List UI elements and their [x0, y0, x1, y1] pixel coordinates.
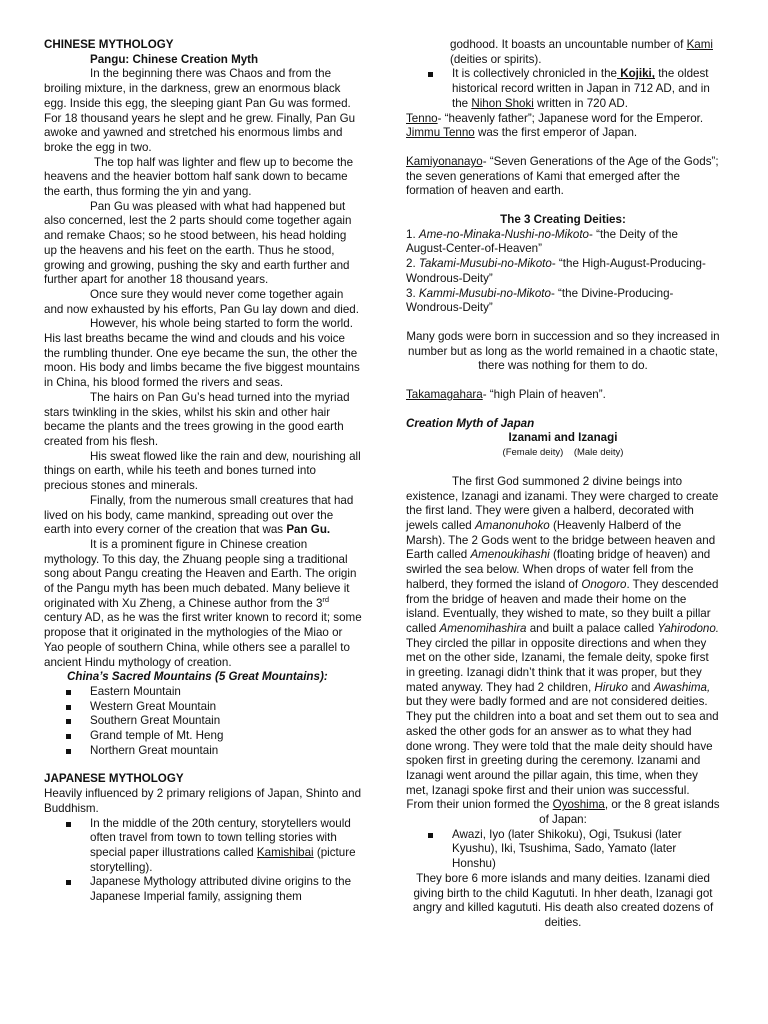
paragraph-text: From their union formed the: [406, 798, 553, 812]
paragraph-text: The first God summoned 2 divine beings into existence, Izanagi and izanami. They were charged to create the first land. They were given a halberd, decorated with jewels called: [406, 474, 719, 532]
paragraph-text: godhood. It boasts an uncountable number of: [450, 38, 687, 51]
kamiyonanayo-term: Kamiyonanayo: [406, 154, 483, 168]
mountains-title: China’s Sacred Mountains (5 Great Mountains):: [67, 670, 328, 684]
list-text: (picture storytelling).: [90, 845, 356, 874]
onogoro-term: Onogoro: [581, 577, 627, 591]
paragraph-text: (Heavenly Halberd of the Marsh). The 2 Gods went to the bridge between heaven and Earth called: [406, 518, 716, 562]
list-text: It is collectively chronicled in the: [452, 67, 617, 81]
deity-definition: - “the High-August-Producing-Wondrous-Deity”: [406, 257, 706, 285]
kami-term: Kami: [686, 38, 713, 51]
paragraph: [406, 155, 720, 199]
paragraph-text: It is a prominent figure in Chinese creation mythology. To this day, the Zhuang people sing a traditional song about Pangu creating the Heaven and Earth. The origin of the Pangu myth has been much debated. Many believe it originated with Xu Zheng, a Chinese author from the 3: [44, 537, 357, 610]
deity-name: Takami-Musubi-no-Mikoto: [418, 257, 552, 271]
deity-item: [406, 228, 720, 257]
paragraph-text: was the first emperor of Japan.: [474, 126, 638, 140]
left-column: [44, 38, 362, 905]
deity-number: 3.: [406, 286, 419, 300]
deity-definition: - “the Deity of the August-Center-of-Heaven”: [406, 227, 678, 256]
paragraph-text: and: [627, 680, 654, 694]
amanonuhoko-term: Amanonuhoko: [474, 518, 550, 532]
tenno-term: Tenno: [406, 111, 438, 125]
paragraph: Many gods were born in succession and so they increased in number but as long as the world remained in a chaotic state, there was nothing for them to do.: [406, 329, 720, 373]
list-text: written in 720 AD.: [533, 96, 628, 110]
mountains-list: [44, 685, 362, 759]
paragraph: His sweat flowed like the rain and dew, nourishing all things on earth, while his teeth and bones turned into precious stones and minerals.: [44, 449, 361, 493]
paragraph: Pan Gu was pleased with what had happened but also concerned, lest the 2 parts should come together again and remake Chaos; so he stood between, his head holding up the heavens and his feet on the earth. Thus he stood, growing and growing, pushing the sky and earth further and further apart for another 18 thousand years.: [44, 199, 352, 287]
amenoukihashi-term: Amenoukihashi: [470, 548, 550, 562]
paragraph: [44, 538, 362, 670]
paragraph: Heavily influenced by 2 primary religions of Japan, Shinto and Buddhism.: [44, 787, 362, 815]
paragraph: However, his whole being started to form the world. His last breaths became the wind and clouds and his voice the rumbling thunder. One eye became the sun, the other the moon. His body and limbs became the five biggest mountains in China, his blood formed the rivers and seas.: [44, 317, 360, 390]
list-item: Southern Great Mountain: [90, 714, 362, 729]
paragraph: [406, 38, 720, 67]
islands-list: [406, 828, 720, 872]
yahirodono-term: Yahirodono.: [657, 621, 720, 635]
creation-myth-title: Creation Myth of Japan: [406, 416, 535, 430]
paragraph-text: . They descended from the bridge of heaven and made their home on the island. Eventually, they wished to mate, so they built a pillar called: [406, 577, 719, 635]
awashima-term: Awashima,: [653, 680, 711, 694]
deity-item: [406, 287, 720, 316]
paragraph-text: (deities or spirits).: [450, 52, 542, 66]
right-column: [406, 38, 720, 931]
deity-number: 2.: [406, 257, 419, 271]
paragraph: [44, 494, 362, 538]
paragraph-text: They circled the pillar in opposite directions and when they met on the other side, Izanami, the female deity, spoke first in greeting. Izanagi didn’t think that it was proper, but they mated anyway. They had 2 children,: [406, 636, 709, 694]
deity-name: Kammi-Musubi-no-Mikoto: [418, 286, 551, 300]
jimmu-tenno-term: Jimmu Tenno: [406, 126, 475, 140]
pan-gu-emphasis: Pan Gu.: [286, 523, 331, 537]
amenomihashira-term: Amenomihashira: [439, 621, 527, 635]
paragraph: The hairs on Pan Gu’s head turned into the myriad stars twinkling in the skies, whilst his skin and other hair became the plants and the trees growing in the good earth created from his flesh.: [44, 390, 350, 448]
list-item: Northern Great mountain: [90, 744, 362, 759]
list-item: Japanese Mythology attributed divine origins to the Japanese Imperial family, assigning them: [90, 875, 362, 904]
paragraph-text: - “Seven Generations of the Age of the Gods”; the seven generations of Kami that emerged after the formation of heaven and earth.: [406, 154, 719, 198]
oyoshima-term: Oyoshima: [552, 798, 605, 812]
takamagahara-term: Takamagahara: [406, 388, 483, 402]
kamishibai-term: Kamishibai: [256, 845, 314, 859]
pangu-subtitle: Pangu: Chinese Creation Myth: [90, 52, 259, 66]
paragraph-text: - “high Plain of heaven”.: [482, 388, 606, 402]
paragraph-text: but they were badly formed and are not considered deities. They put the children into a boat and set them out to sea and asked the other gods for an answer as to what they had done wrong. They were told that the male deity should have spoken first in greeting during the ceremony. Izanami and Izanagi went around the pillar again, this time, when they met, Izanagi spoke first and their union was successful.: [406, 695, 719, 797]
paragraph: In the beginning there was Chaos and from the broiling mixture, in the darkness, grew an enormous black egg. Inside this egg, the sleeping giant Pan Gu was formed. For 18 thousand years he slept and he grew. Finally, Pan Gu awoke and yawned and stretched his enormous limbs and broke the egg in two.: [44, 67, 356, 154]
kojiki-term: Kojiki,: [616, 67, 655, 81]
paragraph: [406, 798, 720, 827]
paragraph-text: (floating bridge of heaven) and swirled the sea below. When drops of water fell from the halberd, they formed the island of: [406, 548, 711, 591]
deity-gender-labels: (Female deity) (Male deity): [502, 447, 624, 459]
list-text: In the middle of the 20th century, storytellers would often travel from town to town telling stories with special paper illustrations called: [90, 816, 351, 859]
deities-title: The 3 Creating Deities:: [500, 213, 626, 227]
deity-definition: - “the Divine-Producing-Wondrous-Deity”: [406, 286, 674, 315]
superscript: rd: [322, 594, 330, 604]
deity-item: [406, 257, 720, 286]
paragraph-text: - “heavenly father”; Japanese word for the Emperor.: [437, 111, 704, 125]
list-item: Eastern Mountain: [90, 685, 362, 700]
hiruko-term: Hiruko: [594, 680, 628, 694]
japanese-list: [44, 817, 362, 905]
list-item: [452, 67, 720, 111]
paragraph: [406, 388, 720, 403]
paragraph-text: and built a palace called: [526, 621, 658, 635]
paragraph-text: century AD, as he was the first writer known to record it; some propose that it originated in the mythologies of the Miao or Yao people of southern China, while others see a parallel to ancient Hindu mythology of creation.: [44, 611, 362, 669]
list-item: [90, 817, 362, 876]
deity-name: Ame-no-Minaka-Nushi-no-Mikoto: [418, 227, 589, 241]
deity-number: 1.: [406, 227, 419, 241]
paragraph-text: , or the 8 great islands of Japan:: [539, 798, 720, 827]
paragraph: [406, 475, 720, 798]
izanami-izanagi-title: Izanami and Izanagi: [508, 431, 618, 445]
paragraph: They bore 6 more islands and many deities. Izanami died giving birth to the child Kagututi. In hher death, Izanagi got angry and killed kagututi. His death also created dozens of deities.: [412, 871, 714, 929]
list-item: Grand temple of Mt. Heng: [90, 729, 362, 744]
list-item: Awazi, Iyo (later Shikoku), Ogi, Tsukusi (later Kyushu), Iki, Tsushima, Sado, Yamato (later Honshu): [452, 828, 720, 872]
list-text: the oldest historical record written in Japan in 712 AD, and in the: [452, 67, 710, 110]
paragraph: The top half was lighter and flew up to become the heavens and the heavier bottom half sank down to became the earth, thus forming the yin and yang.: [44, 155, 354, 199]
nihon-shoki-term: Nihon Shoki: [471, 96, 534, 110]
paragraph: [406, 112, 720, 141]
japanese-mythology-heading: JAPANESE MYTHOLOGY: [44, 772, 184, 786]
paragraph: Once sure they would never come together again and now exhausted by his efforts, Pan Gu lay down and died.: [44, 287, 359, 316]
kojiki-list: [406, 67, 720, 111]
chinese-mythology-heading: CHINESE MYTHOLOGY: [44, 38, 174, 51]
list-item: Western Great Mountain: [90, 700, 362, 715]
paragraph-text: Finally, from the numerous small creatures that had lived on his body, came mankind, spreading out over the earth into every corner of the creation that was: [44, 493, 354, 537]
